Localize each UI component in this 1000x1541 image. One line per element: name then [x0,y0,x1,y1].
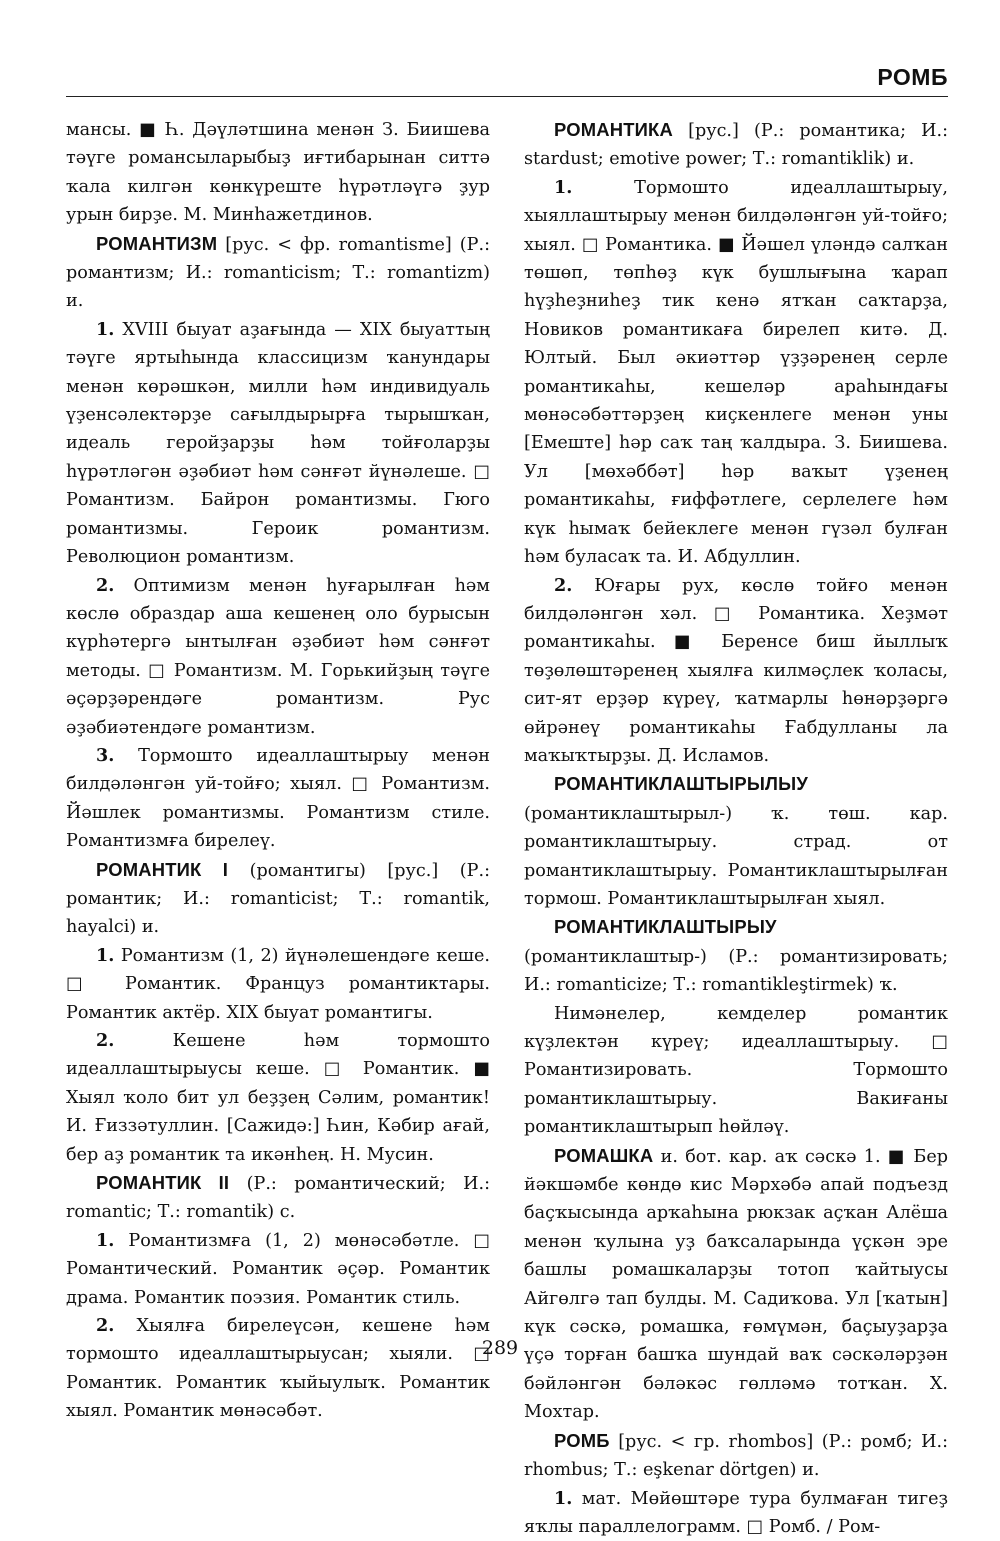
sense-romantik-1-2: 2. Кешене һәм тормошто идеаллаштырыусы кеше. □ Романтик. ■ Хыял ҡоло бит ул беҙҙең Сәлим, романтик! И. Ғиззәтуллин. [Сажидә:] Һин, Кәбир ағай, бер аҙ романтик та икәнһең. Н. Мусин. [66,1027,490,1169]
entry-romantika: РОМАНТИКА [рус.] (Р.: романтика; И.: stardust; emotive power; Т.: romantiklik) и. [524,116,948,174]
right-column [524,116,948,1541]
sense-romantik-1-1: 1. Романтизм (1, 2) йүнәлешендәге кеше. □ Романтик. Француз романтиктары. Романтик актёр. XIX быуат романтигы. [66,942,490,1027]
entry-romashka: РОМАШКА и. бот. кар. аҡ сәскә 1. ■ Бер йәкшәмбе көндө кис Мәрхәбә апай подъезд баҫҡысында арҡаһына рюкзак аҫҡан Алёша менән ҡулына уҙ баҡсаларында үҫкән эре башлы ромашкаларҙы тотоп ҡайтыусы Айгөлгә тап булды. М. Садиҡова. Ул [ҡатын] күк сәскә, ромашка, ғөмүмән, баҫыуҙарҙа үҫә торған башҡа шундай ваҡ сәскәләрҙән бәйләнгән бәләкәс гөлләмә тотҡан. Х. Мохтар. [524,1142,948,1427]
header-rule [66,96,948,97]
sense-romantizm-2: 2. Оптимизм менән һуғарылған һәм көслө образдар аша кешенең оло бурысын күрһәтергә ынтылған әҙәбиәт һәм сәнғәт методы. □ Романтизм. М. Горькийҙың тәүге әҫәрҙәрендәге романтизм. Рус әҙәбиәтендәге романтизм. [66,572,490,742]
sense-romantik-2-1: 1. Романтизмға (1, 2) мөнәсәбәтле. □ Романтический. Романтик әҫәр. Романтик драма. Романтик поэзия. Романтик стиль. [66,1227,490,1312]
entry-romantiklashtyryu: РОМАНТИКЛАШТЫРЫУ (романтиклаштыр-) (Р.: романтизировать; И.: romanticize; Т.: romantikleştirmek) ҡ. [524,913,948,999]
entry-romantizm: РОМАНТИЗМ [рус. < фр. romantisme] (Р.: романтизм; И.: romanticism; Т.: romantizm) и. [66,230,490,316]
entry-continuation: мансы. ■ Һ. Дәүләтшина менән З. Биишева тәүге романсыларыбыҙ иғтибарынан ситтә ҡала килгән көнкүреште һүрәтләүгә ҙур урын бирҙе. М. Минһажетдинов. [66,116,490,230]
entry-romantiklashtyryly: РОМАНТИКЛАШТЫРЫЛЫУ (романтиклаштырыл-) ҡ. төш. кар. романтиклаштырыу. страд. от романтиклаштырыу. Романтиклаштырылған тормош. Романтиклаштырылған хыял. [524,770,948,913]
sense-romantizm-3: 3. Тормошто идеаллаштырыу менән билдәләнгән уй-тойғо; хыял. □ Романтизм. Йәшлек романтизмы. Романтизм стиле. Романтизмға бирелеү. [66,742,490,856]
entry-romantik-1: РОМАНТИК I (романтигы) [рус.] (Р.: романтик; И.: romanticist; Т.: romantik, hayalci) и. [66,856,490,942]
sense-romantizm-1: 1. XVIII быуат аҙағында — XIX быуаттың тәүге яртыһында классицизм ҡанундары менән көрәшкән, милли һәм индивидуаль үҙенсәлектәрҙе сағылдырырға тырышҡан, идеаль геройҙарҙы һәм тойғоларҙы һүрәтләгән әҙәбиәт һәм сәнғәт йүнәлеше. □ Романтизм. Байрон романтизмы. Гюго романтизмы. Героик романтизм. Революцион романтизм. [66,316,490,572]
sense-romantiklashtyryu: Нимәнелер, кемделер романтик күҙлектән күреү; идеаллаштырыу. □ Романтизировать. Тормошто романтиклаштырыу. Вакиғаны романтиклаштырып һөйләү. [524,1000,948,1142]
entry-romb: РОМБ [рус. < гр. rhombos] (Р.: ромб; И.: rhombus; Т.: eşkenar dörtgen) и. [524,1427,948,1485]
page-number: 289 [0,1337,1000,1359]
sense-romantika-2: 2. Юғары рух, көслө тойғо менән билдәләнгән хәл. □ Романтика. Хеҙмәт романтикаһы. ■ Беренсе биш йыллыҡ төҙөлөштәренең хыялға килмәҫлек ҡоласы, сит-ят ерҙәр күреү, ҡатмарлы һөнәрҙәргә өйрәнеү романтикаһы Ғабдулланы ла маҡыҡтырҙы. Д. Исламов. [524,572,948,771]
running-head: РОМБ [877,64,948,91]
sense-romantik-2-2: 2. Хыялға бирелеүсән, кешене һәм тормошто идеаллаштырыусан; хыяли. □ Романтик. Романтик ҡыйыулыҡ. Романтик хыял. Романтик мөнәсәбәт. [66,1312,490,1426]
entry-romantik-2: РОМАНТИК II (Р.: романтический; И.: romantic; Т.: romantik) с. [66,1169,490,1227]
sense-romb-1: 1. мат. Мөйөштәре тура булмаған тигеҙ яҡлы параллелограмм. □ Ромб. / Ром- [524,1485,948,1541]
left-column [66,116,490,1426]
sense-romantika-1: 1. Тормошто идеаллаштырыу, хыяллаштырыу менән билдәләнгән уй-тойғо; хыял. □ Романтика. ■ Йәшел үләндә салҡан төшөп, төпһөҙ күк бушлығына ҡарап һүҙһеҙниһеҙ тик кенә ятҡан саҡтарҙа, Новиков романтикаға бирелеп китә. Д. Юлтый. Был әкиәттәр үҙҙәренең серле романтикаһы, кешеләр араһындағы мөнәсәбәттәрҙең киҫкенлеге менән уны [Емеште] һәр саҡ таң ҡалдыра. З. Биишева. Ул [мөхәббәт] һәр ваҡыт үҙенең романтикаһы, ғиффәтлеге, серлелеге һәм күк һымаҡ бейеклеге менән гүзәл булған һәм буласаҡ та. И. Абдуллин. [524,174,948,572]
